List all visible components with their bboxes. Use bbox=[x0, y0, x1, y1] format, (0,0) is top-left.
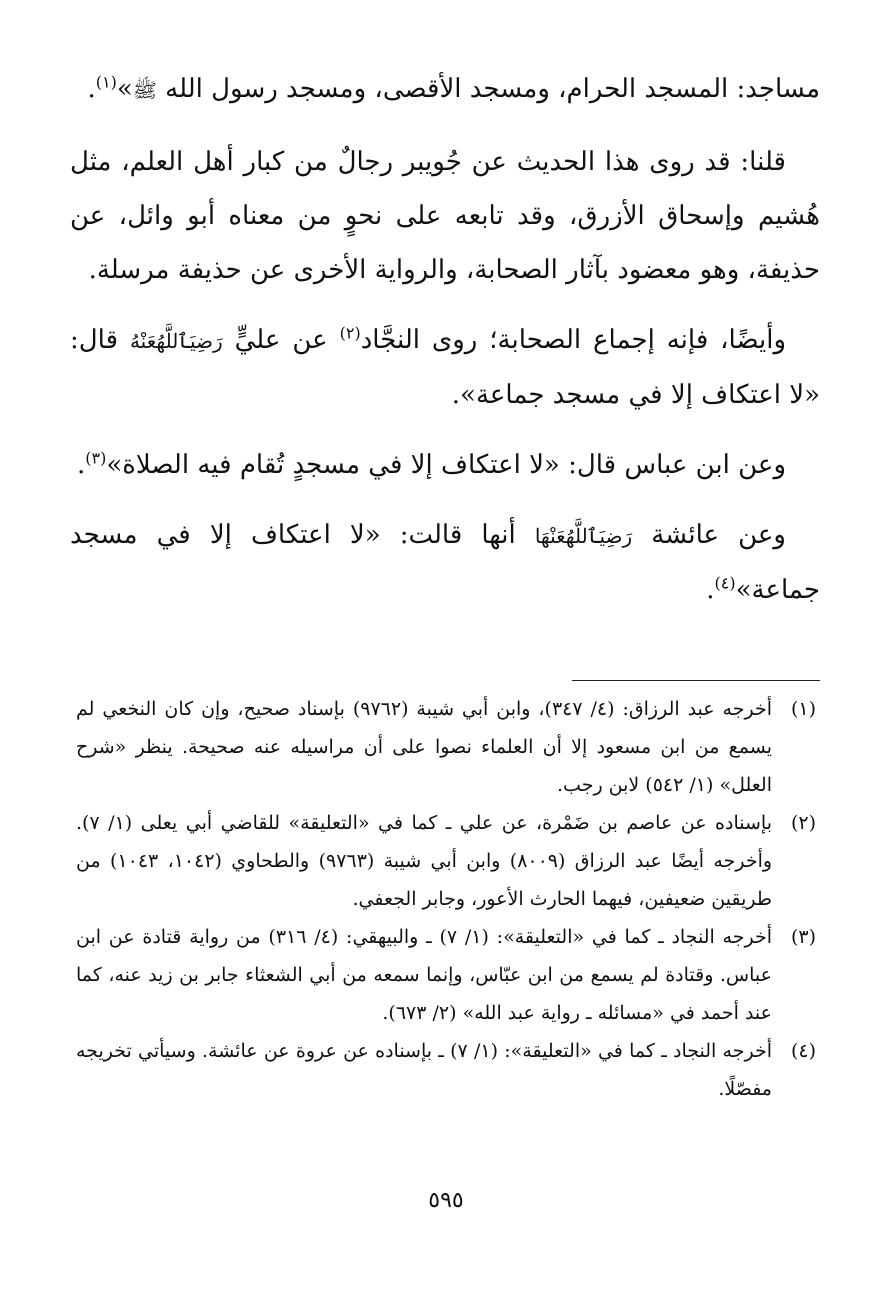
paragraph-3 bbox=[70, 313, 820, 422]
footnote-3 bbox=[76, 918, 816, 1032]
paragraph-1 bbox=[70, 62, 820, 117]
paragraph-3-text-b: عن عليٍّ bbox=[234, 325, 328, 355]
salutation-mark: ﷺ bbox=[132, 78, 157, 102]
footnote-ref-3[interactable]: (٣) bbox=[85, 448, 107, 468]
honorific-mark: رَضِيَٱللَّهُعَنْهُ bbox=[129, 329, 223, 353]
footnote-2 bbox=[76, 804, 816, 918]
footnote-text: بإسناده عن عاصم بن ضَمْرة، عن علي ـ كما في «التعليقة» للقاضي أبي يعلى (١/ ٧). وأخرجه أيضًا عبد الرزاق (٨٠٠٩) وابن أبي شيبة (٩٧٦٣) والطحاوي (١٠٤٢، ١٠٤٣) من طريقين ضعيفين، فيهما الحارث الأعور، وجابر الجعفي. bbox=[76, 812, 773, 910]
footnote-ref-2[interactable]: (٢) bbox=[339, 323, 361, 343]
footnote-separator bbox=[572, 680, 820, 681]
paragraph-3-text-c: قال: «لا اعتكاف إلا في مسجد جماعة». bbox=[70, 325, 820, 410]
footnote-number: (٢) bbox=[790, 812, 816, 834]
footnotes bbox=[76, 690, 816, 1108]
paragraph-4-text: وعن ابن عباس قال: «لا اعتكاف إلا في مسجدٍ تُقام فيه الصلاة» bbox=[106, 450, 786, 480]
paragraph-3-text-a: وأيضًا، فإنه إجماع الصحابة؛ روى النجَّاد bbox=[360, 325, 787, 355]
page-number: ٥٩٥ bbox=[428, 1188, 464, 1213]
honorific-mark: رَضِيَٱللَّهُعَنْهَا bbox=[534, 524, 633, 548]
footnote-number: (٤) bbox=[790, 1040, 816, 1062]
quote-mark: » bbox=[116, 74, 133, 104]
paragraph-5-text-a: وعن عائشة bbox=[651, 520, 786, 550]
paragraph-4-end: . bbox=[76, 450, 86, 480]
paragraph-5 bbox=[70, 508, 820, 617]
footnote-1 bbox=[76, 690, 816, 804]
paragraph-5-end: . bbox=[706, 575, 715, 605]
footnote-text: أخرجه النجاد ـ كما في «التعليقة»: (١/ ٧) ـ بإسناده عن عروة عن عائشة. وسيأتي تخريجه مفصّلًا. bbox=[76, 1040, 772, 1100]
paragraph-1-end: . bbox=[87, 74, 96, 104]
footnote-4 bbox=[76, 1032, 816, 1108]
paragraph-4 bbox=[70, 438, 820, 492]
footnote-ref-1[interactable]: (١) bbox=[95, 72, 117, 92]
footnote-number: (١) bbox=[790, 698, 816, 720]
footnote-text: أخرجه عبد الرزاق: (٤/ ٣٤٧)، وابن أبي شيبة (٩٧٦٢) بإسناد صحيح، وإن كان النخعي لم يسمع من ابن مسعود إلا أن العلماء نصوا على أن مراسيله عنه صحيحة. ينظر «شرح العلل» (١/ ٥٤٢) لابن رجب. bbox=[76, 698, 772, 796]
paragraph-5-text-b: أنها قالت: «لا اعتكاف إلا في مسجد جماعة» bbox=[70, 520, 820, 605]
main-text bbox=[70, 62, 820, 633]
paragraph-2: قلنا: قد روى هذا الحديث عن جُويبر رجالٌ من كبار أهل العلم، مثل هُشيم وإسحاق الأزرق، وقد تابعه على نحوٍ من معناه أبو وائل، عن حذيفة، وهو معضود بآثار الصحابة، والرواية الأخرى عن حذيفة مرسلة. bbox=[70, 147, 820, 285]
paragraph-1-text: مساجد: المسجد الحرام، ومسجد الأقصى، ومسجد رسول الله bbox=[165, 74, 820, 104]
footnote-text: أخرجه النجاد ـ كما في «التعليقة»: (١/ ٧) ـ والبيهقي: (٤/ ٣١٦) من رواية قتادة عن ابن عباس. وقتادة لم يسمع من ابن عبّاس، وإنما سمعه من أبي الشعثاء جابر بن زيد عنه، كما عند أحمد في «مسائله ـ رواية عبد الله» (٢/ ٦٧٣). bbox=[76, 926, 772, 1024]
footnote-number: (٣) bbox=[790, 926, 816, 948]
footnote-ref-4[interactable]: (٤) bbox=[714, 573, 736, 593]
